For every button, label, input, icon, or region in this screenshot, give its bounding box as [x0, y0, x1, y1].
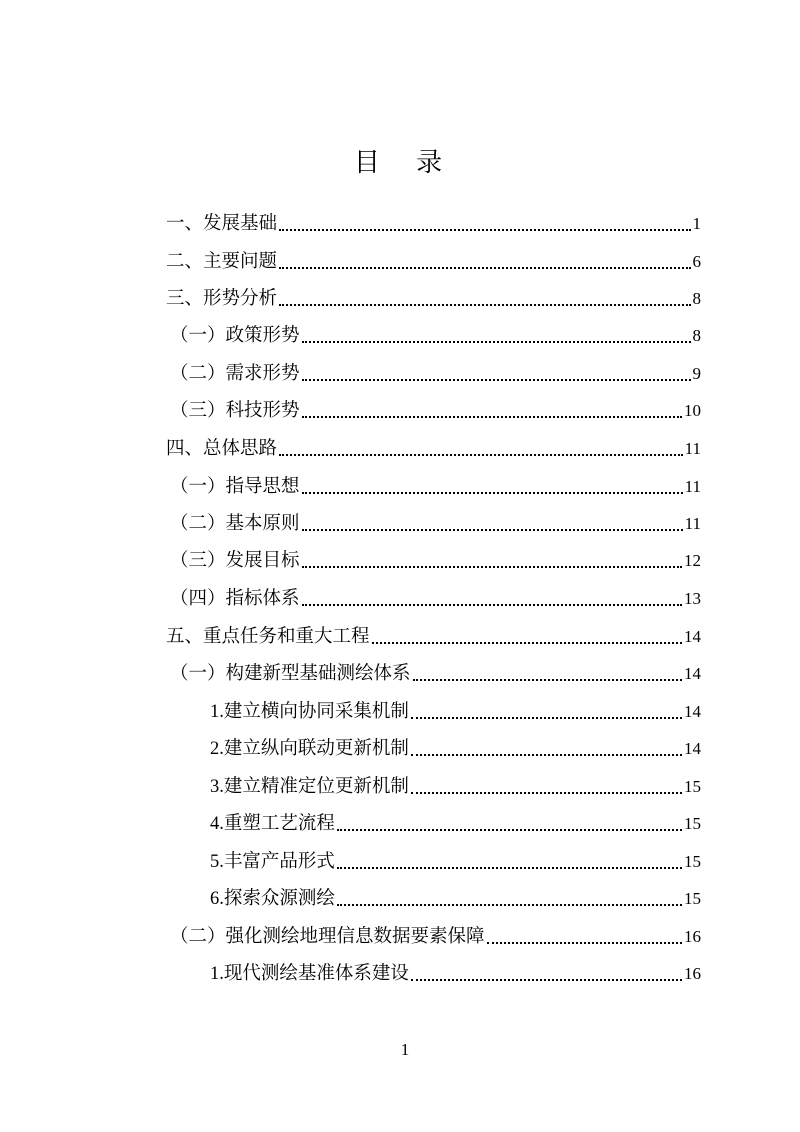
toc-leader-dots	[337, 867, 682, 869]
toc-entry[interactable]	[166, 206, 701, 236]
toc-entry[interactable]	[170, 356, 701, 386]
toc-entry-page: 15	[684, 777, 701, 796]
toc-leader-dots	[279, 267, 690, 269]
toc-entry-page: 13	[684, 589, 701, 608]
toc-entry-title: （四）指标体系	[170, 588, 300, 609]
toc-entry-number: 3.	[210, 777, 224, 797]
toc-entry-page: 11	[684, 439, 701, 458]
toc-entry[interactable]	[170, 393, 701, 423]
toc-entry-page: 11	[684, 514, 701, 533]
toc-leader-dots	[279, 229, 690, 231]
toc-entry-title: 三、形势分析	[166, 288, 278, 309]
toc-entry-number: 5.	[210, 852, 224, 872]
toc-leader-dots	[487, 942, 682, 944]
toc-leader-dots	[302, 566, 682, 568]
toc-entry-label: 丰富产品形式	[223, 851, 335, 872]
toc-entry-label: 探索众源测绘	[223, 888, 335, 909]
toc-entry[interactable]	[170, 543, 701, 573]
toc-leader-dots	[279, 304, 690, 306]
toc-leader-dots	[302, 416, 682, 418]
toc-entry-page: 14	[684, 739, 701, 758]
toc-leader-dots	[411, 792, 682, 794]
toc-entry[interactable]	[166, 281, 701, 311]
toc-entry-number: 6.	[210, 889, 224, 909]
page-number: 1	[400, 1040, 410, 1059]
toc-leader-dots	[302, 341, 691, 343]
toc-entry-page: 12	[684, 551, 701, 570]
toc-entry-page: 14	[684, 702, 701, 721]
toc-entry-title: 五、重点任务和重大工程	[166, 626, 370, 647]
toc-entry-title	[210, 887, 335, 911]
toc-entry-number: 4.	[210, 814, 224, 834]
toc-leader-dots	[411, 717, 682, 719]
toc-entry[interactable]	[170, 469, 701, 499]
toc-entry[interactable]	[166, 619, 701, 649]
toc-entry-title	[210, 812, 335, 836]
toc-entry-page: 6	[692, 252, 701, 271]
toc-leader-dots	[302, 529, 683, 531]
toc-entry-page: 14	[684, 664, 701, 683]
toc-entry-title: （二）基本原则	[170, 513, 300, 534]
toc-entry-page: 8	[692, 326, 701, 345]
toc-leader-dots	[372, 642, 682, 644]
toc-entry[interactable]	[170, 581, 701, 611]
toc-entry-title: （三）发展目标	[170, 550, 300, 571]
toc-entry-title: 四、总体思路	[166, 438, 278, 459]
toc-entry[interactable]	[210, 844, 701, 874]
toc-leader-dots	[279, 454, 683, 456]
toc-entry-page: 15	[684, 852, 701, 871]
toc-entry[interactable]	[170, 506, 701, 536]
toc-entry-page: 1	[692, 214, 701, 233]
toc-entry[interactable]	[210, 956, 701, 986]
toc-entry-page: 10	[684, 401, 701, 420]
toc-entry[interactable]	[170, 919, 701, 949]
toc-entry-title: （三）科技形势	[170, 400, 300, 421]
toc-leader-dots	[411, 979, 682, 981]
toc-entry-page: 11	[684, 477, 701, 496]
toc-leader-dots	[411, 754, 682, 756]
toc-entry[interactable]	[210, 694, 701, 724]
toc-entry-number: 1.	[210, 964, 224, 984]
toc-entry-page: 9	[692, 364, 701, 383]
toc-entry[interactable]	[210, 769, 701, 799]
toc-entry-page: 15	[684, 814, 701, 833]
toc-entry-label: 建立横向协同采集机制	[223, 701, 409, 722]
toc-entry-title	[210, 962, 409, 986]
toc-entry-label: 建立精准定位更新机制	[223, 776, 409, 797]
toc-leader-dots	[337, 829, 682, 831]
toc-entry-number: 2.	[210, 739, 224, 759]
toc-entry[interactable]	[210, 881, 701, 911]
toc-entry-title	[210, 775, 409, 799]
toc-entry-title: （一）政策形势	[170, 325, 300, 346]
toc-entry-title	[210, 850, 335, 874]
toc-entry-label: 建立纵向联动更新机制	[223, 738, 409, 759]
toc-entry[interactable]	[166, 431, 701, 461]
toc-entry[interactable]	[170, 656, 701, 686]
toc-entry-title: （一）构建新型基础测绘体系	[170, 663, 411, 684]
toc-entry-title: （二）需求形势	[170, 363, 300, 384]
toc-entry-title: 一、发展基础	[166, 213, 278, 234]
toc-title: 目 录	[353, 148, 457, 178]
toc-entry-page: 16	[684, 964, 701, 983]
toc-entry-title	[210, 737, 409, 761]
toc-entry-label: 现代测绘基准体系建设	[223, 963, 409, 984]
toc-entry-page: 16	[684, 927, 701, 946]
toc-entry[interactable]	[210, 806, 701, 836]
toc-entry-page: 15	[684, 889, 701, 908]
toc-leader-dots	[302, 379, 691, 381]
toc-entry-title: （二）强化测绘地理信息数据要素保障	[170, 926, 485, 947]
toc-leader-dots	[302, 492, 683, 494]
toc-entry-page: 8	[692, 289, 701, 308]
toc-leader-dots	[302, 604, 682, 606]
toc-entry-title: （一）指导思想	[170, 476, 300, 497]
toc-entry-title: 二、主要问题	[166, 251, 278, 272]
toc-entry-number: 1.	[210, 702, 224, 722]
toc-entry[interactable]	[210, 731, 701, 761]
toc-leader-dots	[337, 904, 682, 906]
toc-entry-page: 14	[684, 627, 701, 646]
toc-entry-title	[210, 700, 409, 724]
toc-leader-dots	[413, 679, 682, 681]
toc-entry-label: 重塑工艺流程	[223, 813, 335, 834]
toc-entry[interactable]	[170, 318, 701, 348]
toc-entry[interactable]	[166, 244, 701, 274]
